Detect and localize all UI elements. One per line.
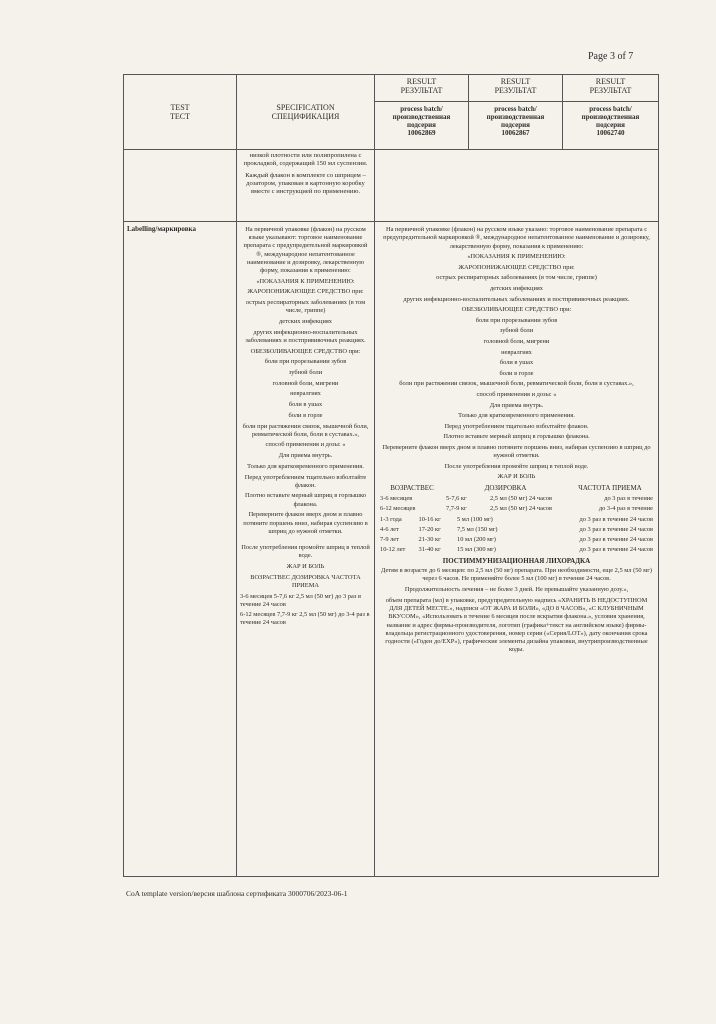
labelling-specification: На первичной упаковке (флакон) на русском языке указывают: торговое наименование препарата с предупредительной маркировкой ®, международное непатентованное наименование и дозировку, лекарственную форму, показания к применению: «ПОКАЗАНИЯ К ПРИМЕНЕНИЮ: ЖАРОПОНИЖАЮЩЕЕ СРЕДСТВО при: острых респираторных заболеваниях (в том числе, гриппе) детских инфекциях других инфекционно-воспалительных заболеваниях и постпрививочных реакциях. ОБЕЗБОЛИВАЮЩЕЕ СРЕДСТВО при: боли при прорезывании зубов зубной боли головной боли, мигрени невралгиях боли в ушах боли в горле боли при растяжении связок, мышечной боли, ревматической боли, боли в суставах.», способ применения и дозы: « Для приема внутрь. Только для кратковременного применения. Перед употреблением тщательно взболтайте флакон. Плотно вставьте мерный шприц в горлышко флакона. Переверните флакон вверх дном и плавно потяните поршень вниз, набирая суспензию в шприц до нужной отметки. После употребления промойте шприц в теплой воде. ЖАР И БОЛЬ ВОЗРАСТВЕС ДОЗИРОВКА ЧАСТОТА ПРИЕМА 3-6 месяцев 5-7,6 кг 2,5 мл (50 мг) до 3 раз в течение 24 часов 6-12 месяцев 7,7-9 кг 2,5 мл (50 мг) до 3-4 раз в течение 24 часов <box>237 222 375 877</box>
dosage-row: 10-12 лет 31-40 кг 15 мл (300 мг) до 3 раз в течение 24 часов <box>380 545 653 553</box>
result-column-header: RESULT РЕЗУЛЬТАТ process batch/ производственная подсерия 10062869 <box>375 75 469 150</box>
dosage-row: 4-6 лет 17-20 кг 7,5 мл (150 мг) до 3 раз в течение 24 часов <box>380 526 653 534</box>
packaging-continuation-row <box>124 150 659 222</box>
test-column-header: TEST ТЕСТ <box>124 75 237 150</box>
dosage-table-older <box>379 515 654 554</box>
dosage-header-row: ВОЗРАСТВЕС ДОЗИРОВКА ЧАСТОТА ПРИЕМА <box>390 483 642 492</box>
spec-dose-row: 3-6 месяцев 5-7,6 кг 2,5 мл (50 мг) до 3 раз в течение 24 часов <box>240 592 361 608</box>
dosage-row: 6-12 месяцев 7,7-9 кг 2,5 мл (50 мг) 24 часов до 3-4 раз в течение <box>380 504 653 512</box>
empty-test-cell <box>124 150 237 222</box>
result-column-header: RESULT РЕЗУЛЬТАТ process batch/ производственная подсерия 10062740 <box>563 75 659 150</box>
packaging-specification: низкой плотности или полипропилена с прокладкой, содержащий 150 мл суспензии. Каждый флакон в комплекте со шприцем – дозатором, упакован в картонную коробку вместе с инструкцией по применению. <box>237 150 375 222</box>
header-row <box>124 75 659 150</box>
dosage-row: 7-9 лет 21-30 кг 10 мл (200 мг) до 3 раз в течение 24 часов <box>380 535 653 543</box>
template-version-footer: CoA template version/версия шаблона сертификата 3000706/2023-06-1 <box>126 889 348 898</box>
labelling-result: На первичной упаковке (флакон) на русском языке указано: торговое наименование препарата с предупредительной маркировкой ®, международное непатентованное наименование и дозировку, лекарственную форму, показания к применению: «ПОКАЗАНИЯ К ПРИМЕНЕНИЮ: ЖАРОПОНИЖАЮЩЕЕ СРЕДСТВО при: острых респираторных заболеваниях (в том числе, гриппе) детских инфекциях других инфекционно-воспалительных заболеваниях и постпрививочных реакциях. ОБЕЗБОЛИВАЮЩЕЕ СРЕДСТВО при: боли при прорезывании зубов зубной боли головной боли, мигрени невралгиях боли в ушах боли в горле боли при растяжении связок, мышечной боли, ревматической боли, боли в суставах.», способ применения и дозы: « Для приема внутрь. Только для кратковременного применения. Перед употреблением тщательно взболтайте флакон. Плотно вставьте мерный шприц в горлышко флакона. Переверните флакон вверх дном и плавно потяните поршень вниз, набирая суспензию в шприц до нужной отметки. После употребления промойте шприц в теплой воде. ЖАР И БОЛЬ ВОЗРАСТВЕС ДОЗИРОВКА ЧАСТОТА ПРИЕМА 3-6 месяцев 5-7,6 кг 2,5 мл (50 мг) 24 часов до 3 раз в течение 6-12 месяцев 7,7-9 кг 2,5 мл (50 мг) 24 часов до 3-4 раз в течение 1-3 года 10-16 кг 5 мл (100 мг) до 3 раз в течение 24 часов 4-6 лет 17-20 кг 7,5 мл (150 мг) до 3 раз в течение 24 часов 7-9 лет 21-30 кг 10 мл (200 мг) до 3 раз в течение 24 часов 10-12 лет 31-40 кг 15 мл (300 мг) до 3 раз в течение 24 часов ПОСТИММУНИЗАЦИОННАЯ ЛИХОРАДКА Детям в возрасте до 6 месяцев: по 2,5 мл (50 мг) препарата. При необходимости, еще 2,5 мл (50 мг) через 6 часов. Не применяйте более 5 мл (100 мг) в течение 24 часов. Продолжительность лечения – не более 3 дней. Не превышайте указанную дозу.», объем препарата (мл) в упаковке, предупредительную надпись «ХРАНИТЬ В НЕДОСТУПНОМ ДЛЯ ДЕТЕЙ МЕСТЕ.», надписи «ОТ ЖАРА И БОЛИ», «ДО 8 ЧАСОВ», «С КЛУБНИЧНЫМ ВКУСОМ», «Использовать в течение 6 месяцев после вскрытия флакона.», условия хранения, название и адрес фирмы-производителя, логотип (графика+текст на английском языке) фирмы-владельца регистрационного удостоверения, номер серии («Серия/LOT»), дату окончания срока годности («Годен до/EXP»), графические элементы дизайна упаковки, внутрипроизводственные коды. <box>375 222 659 877</box>
result-column-header: RESULT РЕЗУЛЬТАТ process batch/ производственная подсерия 10062867 <box>469 75 563 150</box>
dosage-table <box>379 484 654 513</box>
labelling-row <box>124 222 659 877</box>
labelling-test-name: Labelling/маркировка <box>124 222 237 877</box>
specification-column-header: SPECIFICATION СПЕЦИФИКАЦИЯ <box>237 75 375 150</box>
page-number: Page 3 of 7 <box>588 51 634 62</box>
dosage-row: 1-3 года 10-16 кг 5 мл (100 мг) до 3 раз в течение 24 часов <box>380 516 653 524</box>
packaging-result <box>375 150 659 222</box>
certificate-table <box>123 74 659 877</box>
spec-dose-row: 6-12 месяцев 7,7-9 кг 2,5 мл (50 мг) до 3-4 раз в течение 24 часов <box>240 611 370 627</box>
dosage-row: 3-6 месяцев 5-7,6 кг 2,5 мл (50 мг) 24 часов до 3 раз в течение <box>380 494 653 502</box>
